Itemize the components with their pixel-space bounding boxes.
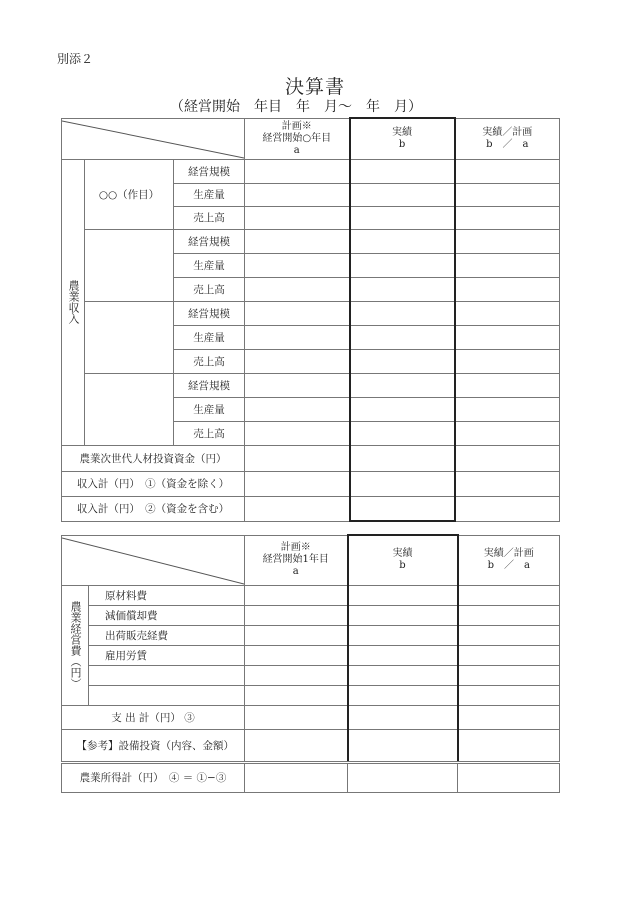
actual-cell[interactable] [348,605,458,625]
expense-item-label[interactable] [89,685,245,705]
actual-cell[interactable] [350,253,455,277]
plan-cell[interactable] [245,159,350,183]
actual-cell[interactable] [350,445,455,471]
income-total-2-label: 収入計（円） ②（資金を含む） [62,496,245,521]
income-total-1-label: 収入計（円） ①（資金を除く） [62,471,245,496]
plan-cell[interactable] [245,762,348,792]
diagonal-line-icon [62,119,244,159]
row-label: 売上高 [174,277,245,301]
table-row [62,665,560,685]
table-row [62,685,560,705]
ratio-cell[interactable] [458,685,560,705]
ratio-cell[interactable] [455,421,560,445]
actual-cell[interactable] [350,471,455,496]
plan-cell[interactable] [245,471,350,496]
expense-item-label: 原材料費 [89,585,245,605]
ratio-cell[interactable] [455,229,560,253]
plan-cell[interactable] [245,665,348,685]
actual-cell[interactable] [350,301,455,325]
ratio-cell[interactable] [455,253,560,277]
header-diagonal-cell [62,535,245,585]
page-subtitle: （経営開始 年目 年 月～ 年 月） [170,99,422,115]
ratio-cell[interactable] [458,705,560,729]
page-title: 決算書 [284,76,345,98]
actual-cell[interactable] [348,625,458,645]
plan-cell[interactable] [245,183,350,206]
table-row [62,301,560,325]
actual-cell[interactable] [350,183,455,206]
farm-income-total-label: 農業所得計（円） ④ ＝ ①−③ [62,762,245,792]
actual-cell[interactable] [350,325,455,349]
header-diagonal-cell [62,118,245,159]
plan-cell[interactable] [245,705,348,729]
table-row [62,705,560,729]
ratio-cell[interactable] [455,206,560,229]
actual-cell[interactable] [348,705,458,729]
ratio-cell[interactable] [458,645,560,665]
table-row [62,605,560,625]
plan-cell[interactable] [245,625,348,645]
table-row [62,762,560,792]
plan-cell[interactable] [245,277,350,301]
capex-reference-label: 【参考】設備投資（内容、金額） [62,729,245,762]
row-label: 生産量 [174,325,245,349]
expense-item-label: 減価償却費 [89,605,245,625]
ratio-cell[interactable] [455,496,560,521]
row-label: 生産量 [174,397,245,421]
actual-cell[interactable] [350,496,455,521]
ratio-header: 実績／計画 b ／ a [455,118,560,159]
actual-cell[interactable] [350,397,455,421]
plan-cell[interactable] [245,325,350,349]
attachment-label: 別添２ [57,52,94,66]
actual-cell[interactable] [348,685,458,705]
crop-name[interactable] [85,229,174,301]
row-label: 経営規模 [174,159,245,183]
table-row [62,585,560,605]
actual-cell[interactable] [348,645,458,665]
expense-table [61,534,560,793]
crop-name[interactable] [85,301,174,373]
row-label: 経営規模 [174,229,245,253]
row-label: 売上高 [174,206,245,229]
row-label: 生産量 [174,253,245,277]
diagonal-line-icon [62,536,244,585]
plan-cell[interactable] [245,685,348,705]
actual-cell[interactable] [350,349,455,373]
expense-item-label: 雇用労賃 [89,645,245,665]
ratio-cell[interactable] [458,605,560,625]
plan-cell[interactable] [245,301,350,325]
ratio-header: 実績／計画 b ／ a [458,535,560,585]
actual-cell[interactable] [350,277,455,301]
subsidy-row-label: 農業次世代人材投資資金（円） [62,445,245,471]
ratio-cell[interactable] [458,625,560,645]
expense-item-label: 出荷販売経費 [89,625,245,645]
row-label: 生産量 [174,183,245,206]
plan-cell[interactable] [245,206,350,229]
ratio-cell[interactable] [455,349,560,373]
plan-cell[interactable] [245,421,350,445]
section-label-farm-income: 農業収入 [62,159,85,445]
plan-cell[interactable] [245,585,348,605]
table-row [62,729,560,762]
plan-cell[interactable] [245,349,350,373]
crop-name: ○○（作目） [85,159,174,229]
income-table [61,117,560,522]
actual-cell[interactable] [348,585,458,605]
actual-cell[interactable] [348,762,458,792]
ratio-cell[interactable] [455,183,560,206]
ratio-cell[interactable] [458,665,560,685]
row-label: 売上高 [174,421,245,445]
crop-name[interactable] [85,373,174,445]
plan-cell[interactable] [245,373,350,397]
actual-cell[interactable] [350,159,455,183]
plan-cell[interactable] [245,496,350,521]
section-label-farm-expenses: 農業経営費（円） [62,585,89,705]
ratio-cell[interactable] [455,301,560,325]
actual-cell[interactable] [348,729,458,762]
actual-cell[interactable] [350,373,455,397]
table-row [62,445,560,471]
actual-cell[interactable] [350,421,455,445]
actual-header: 実績 b [350,118,455,159]
ratio-cell[interactable] [455,373,560,397]
plan-cell[interactable] [245,605,348,625]
plan-cell[interactable] [245,229,350,253]
actual-cell[interactable] [350,206,455,229]
actual-header: 実績 b [348,535,458,585]
ratio-cell[interactable] [458,762,560,792]
plan-cell[interactable] [245,729,348,762]
row-label: 経営規模 [174,301,245,325]
ratio-cell[interactable] [458,729,560,762]
table-row [62,373,560,397]
plan-header: 計画※ 経営開始1年目 a [245,535,348,585]
actual-cell[interactable] [348,665,458,685]
table-row [62,471,560,496]
ratio-cell[interactable] [455,159,560,183]
plan-cell[interactable] [245,253,350,277]
ratio-cell[interactable] [458,585,560,605]
expense-item-label[interactable] [89,665,245,685]
table-row [62,496,560,521]
ratio-cell[interactable] [455,325,560,349]
row-label: 売上高 [174,349,245,373]
actual-cell[interactable] [350,229,455,253]
plan-cell[interactable] [245,445,350,471]
ratio-cell[interactable] [455,471,560,496]
ratio-cell[interactable] [455,445,560,471]
plan-cell[interactable] [245,645,348,665]
table-row [62,229,560,253]
table-row [62,625,560,645]
plan-cell[interactable] [245,397,350,421]
table-row [62,645,560,665]
ratio-cell[interactable] [455,397,560,421]
table-row [62,159,560,183]
row-label: 経営規模 [174,373,245,397]
expense-total-label: 支 出 計（円） ③ [62,705,245,729]
ratio-cell[interactable] [455,277,560,301]
plan-header: 計画※ 経営開始○年目 a [245,118,350,159]
